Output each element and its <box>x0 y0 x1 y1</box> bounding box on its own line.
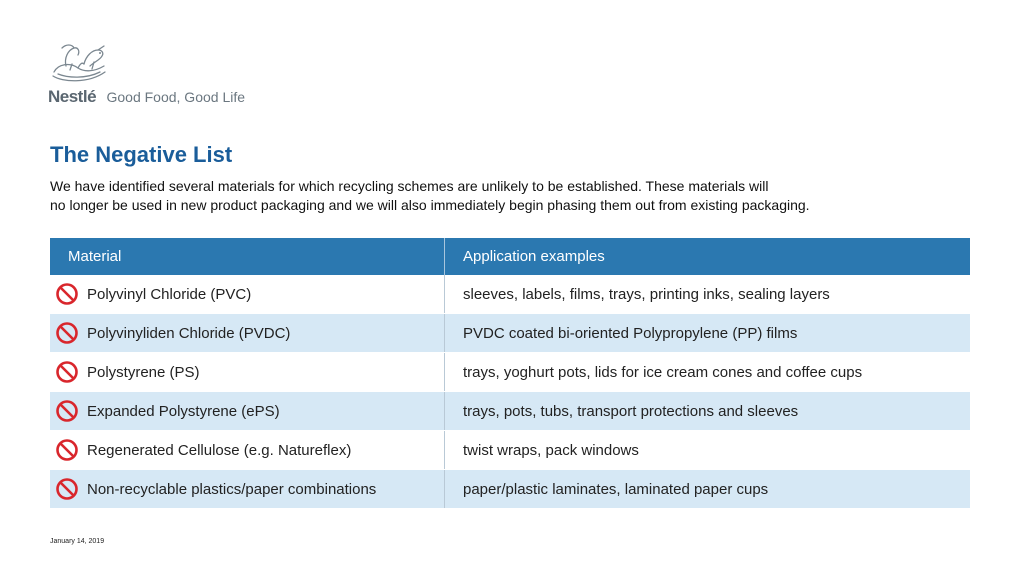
prohibited-icon <box>55 282 79 306</box>
application-examples: trays, yoghurt pots, lids for ice cream cones and coffee cups <box>445 353 971 392</box>
prohibited-icon <box>55 360 79 384</box>
material-name: Polystyrene (PS) <box>87 363 200 381</box>
material-cell-content <box>50 282 444 306</box>
nestle-logo <box>48 42 288 108</box>
table-row <box>50 392 970 431</box>
material-cell-content <box>50 438 444 462</box>
table-header-row <box>50 238 970 275</box>
application-examples: PVDC coated bi-oriented Polypropylene (PP) films <box>445 314 971 353</box>
material-name: Non-recyclable plastics/paper combinations <box>87 480 377 498</box>
prohibited-icon <box>55 438 79 462</box>
negative-list-table <box>50 238 970 509</box>
material-name: Polyvinyl Chloride (PVC) <box>87 285 252 303</box>
application-examples: sleeves, labels, films, trays, printing inks, sealing layers <box>445 275 971 314</box>
table-row <box>50 470 970 509</box>
intro-line-2: no longer be used in new product packaging and we will also immediately begin phasing them out from existing packaging. <box>50 197 810 213</box>
material-name: Regenerated Cellulose (e.g. Natureflex) <box>87 441 352 459</box>
brand-name: Nestlé <box>48 87 97 106</box>
material-name: Polyvinyliden Chloride (PVDC) <box>87 324 291 342</box>
material-cell-content <box>50 360 444 384</box>
intro-text <box>50 177 930 215</box>
material-cell <box>50 275 445 314</box>
prohibited-icon <box>55 477 79 501</box>
table-row <box>50 431 970 470</box>
header-material: Material <box>50 238 445 275</box>
material-cell <box>50 353 445 392</box>
material-cell <box>50 314 445 353</box>
material-cell-content <box>50 321 444 345</box>
material-name: Expanded Polystyrene (ePS) <box>87 402 280 420</box>
brand-row <box>48 87 245 107</box>
prohibited-icon <box>55 399 79 423</box>
intro-line-1: We have identified several materials for which recycling schemes are unlikely to be established. These materials will <box>50 178 769 194</box>
header-applications: Application examples <box>445 238 971 275</box>
page-title: The Negative List <box>50 142 233 167</box>
prohibited-icon <box>55 321 79 345</box>
footer-date: January 14, 2019 <box>50 538 105 545</box>
table-row <box>50 314 970 353</box>
material-cell-content <box>50 477 444 501</box>
application-examples: trays, pots, tubs, transport protections and sleeves <box>445 392 971 431</box>
material-cell-content <box>50 399 444 423</box>
application-examples: twist wraps, pack windows <box>445 431 971 470</box>
brand-tagline: Good Food, Good Life <box>106 89 246 105</box>
table-row <box>50 275 970 314</box>
application-examples: paper/plastic laminates, laminated paper cups <box>445 470 971 509</box>
table-row <box>50 353 970 392</box>
material-cell <box>50 431 445 470</box>
material-cell <box>50 392 445 431</box>
material-cell <box>50 470 445 509</box>
nest-logo-icon <box>48 42 110 86</box>
